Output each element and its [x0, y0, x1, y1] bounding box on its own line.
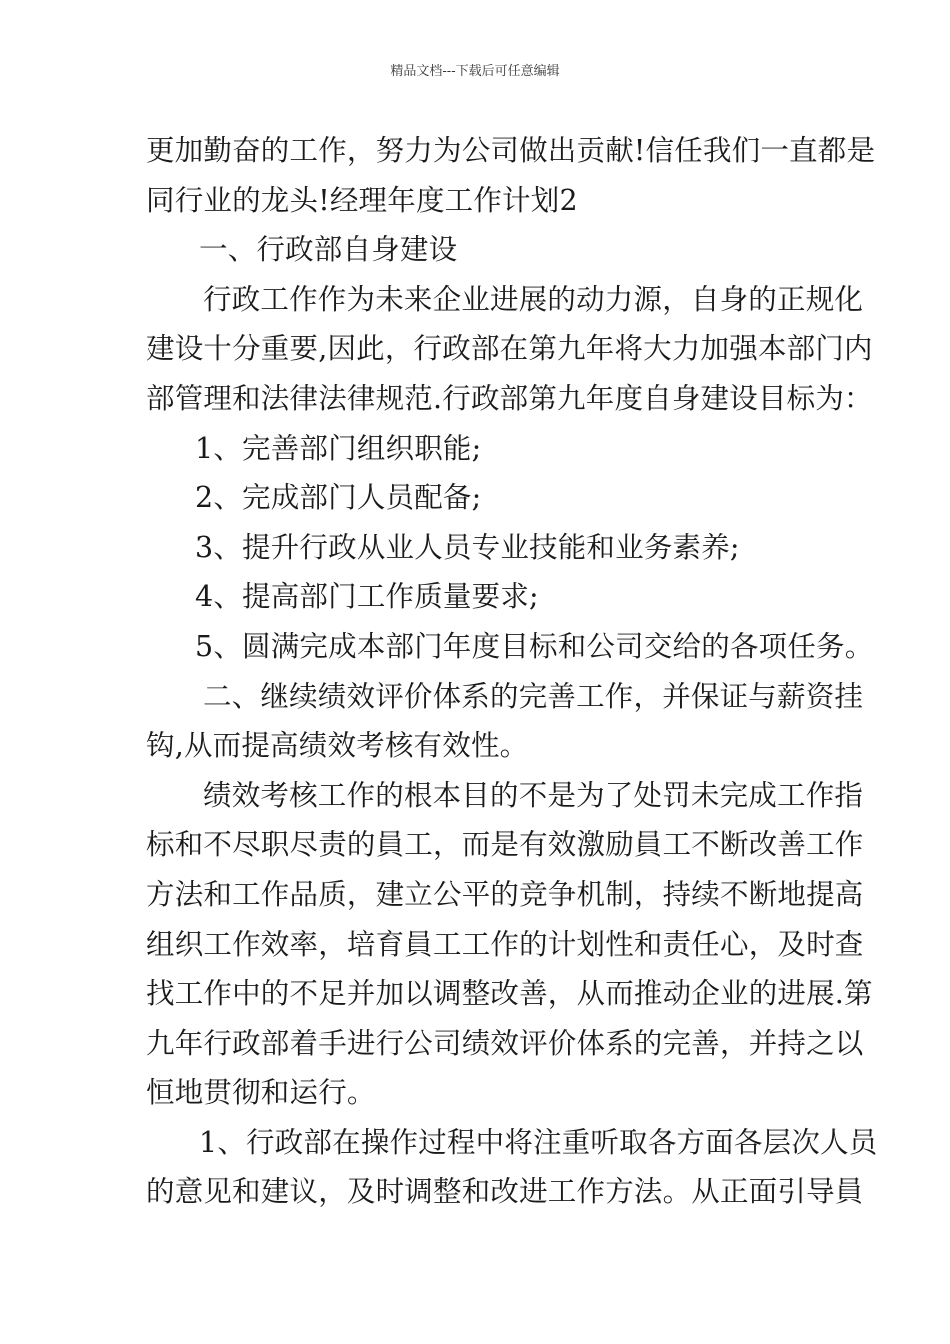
text-line: 部管理和法律法律规范.行政部第九年度自身建设目标为： [146, 381, 873, 415]
text-line: 绩效考核工作的根本目的不是为了处罚未完成工作指 [203, 778, 864, 812]
text-line: 的意见和建议，及时调整和改进工作方法。从正面引导員 [146, 1175, 864, 1209]
text-line: 九年行政部着手进行公司绩效评价体系的完善，并持之以 [146, 1026, 864, 1060]
text-line: 同行业的龙头!经理年度工作计划2 [146, 183, 578, 217]
text-line: 建设十分重要,因此，行政部在第九年将大力加强本部门内 [146, 332, 873, 366]
list-item: 1、完善部门组织职能; [195, 431, 482, 465]
list-item: 3、提升行政从业人员专业技能和业务素养; [195, 530, 740, 564]
list-item: 5、圆满完成本部门年度目标和公司交给的各项任务。 [195, 629, 874, 663]
text-line: 找工作中的不足并加以调整改善，从而推动企业的进展.第 [146, 977, 873, 1011]
section-heading: 一、行政部自身建设 [199, 233, 458, 267]
list-item: 4、提高部门工作质量要求; [195, 580, 539, 614]
page-header: 精品文档---下载后可任意编辑 [390, 64, 560, 79]
document-body [146, 126, 878, 1217]
text-line: 钩,从而提高绩效考核有效性。 [146, 729, 529, 763]
list-item: 2、完成部门人员配备; [195, 481, 482, 515]
text-line: 行政工作作为未来企业进展的动力源，自身的正规化 [203, 282, 864, 316]
section-heading: 二、继续绩效评价体系的完善工作，并保证与薪资挂 [203, 679, 864, 713]
text-line: 更加勤奋的工作，努力为公司做出贡献!信任我们一直都是 [146, 134, 876, 167]
text-line: 恒地贯彻和运行。 [146, 1076, 376, 1110]
text-line: 方法和工作品质，建立公平的竞争机制，持续不断地提高 [146, 877, 864, 911]
text-line: 标和不尽职尽责的員工，而是有效激励員工不断改善工作 [146, 828, 864, 862]
text-line: 组织工作效率，培育員工工作的计划性和责任心，及时查 [146, 927, 864, 961]
list-item: 1、行政部在操作过程中将注重听取各方面各层次人员 [199, 1125, 878, 1159]
